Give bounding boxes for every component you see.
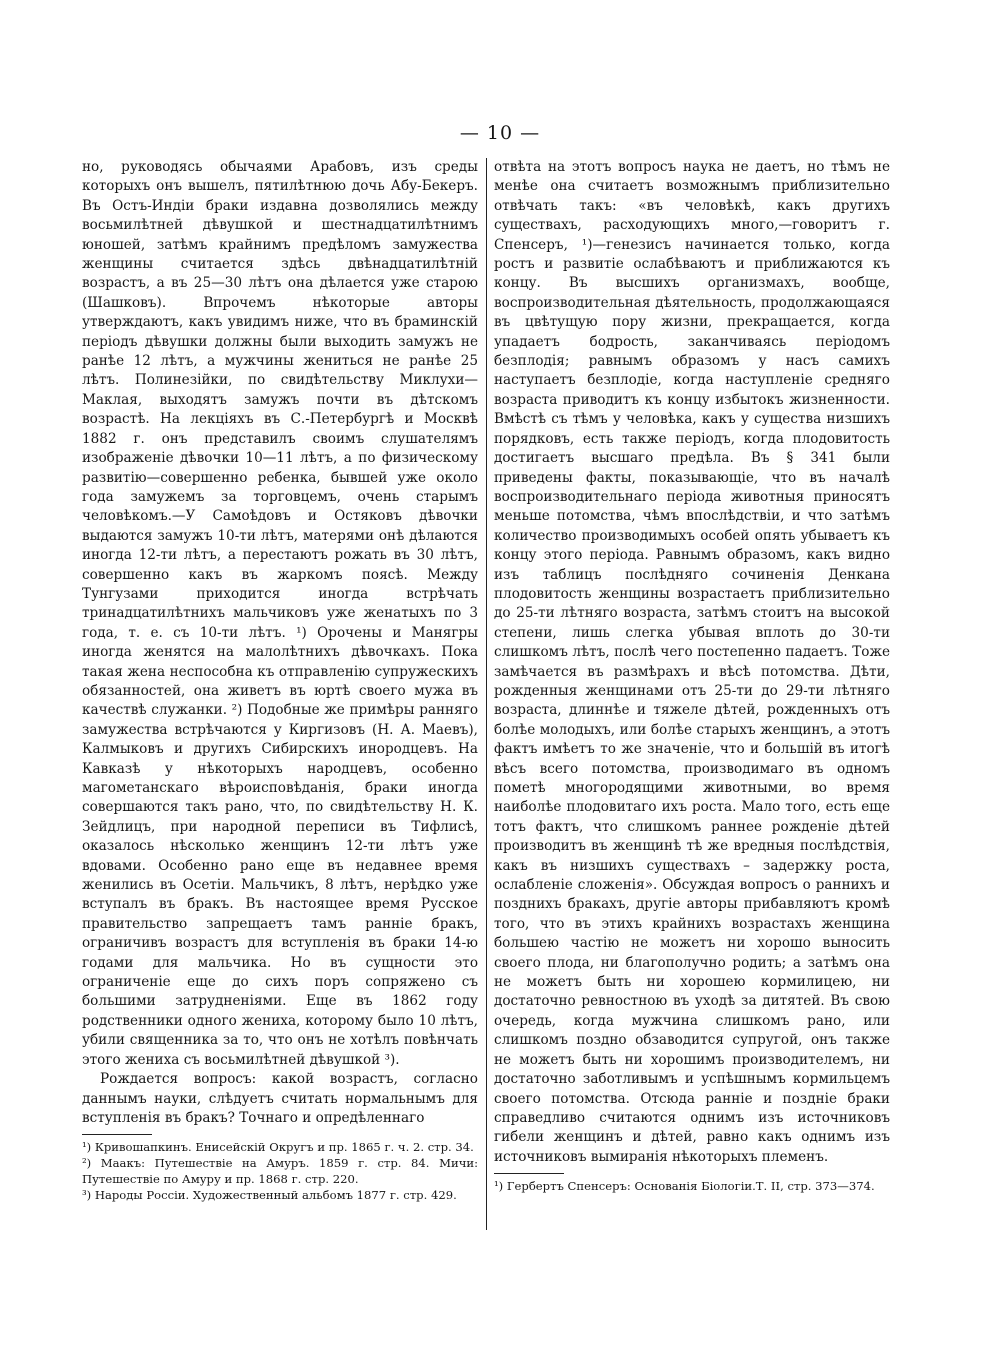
page-number: — 10 — xyxy=(459,122,541,144)
left-paragraph-2: Рождается вопросъ: какой возрастъ, согласно даннымъ науки, слѣдуетъ считать нормальнымъ для вступленія въ бракъ? Точнаго и опредѣленнаго xyxy=(82,1071,478,1126)
footnote-3: ³) Народы Россіи. Художественный альбомъ 1877 г. стр. 429. xyxy=(82,1188,457,1203)
footnote-1-right: ¹) Гербертъ Спенсеръ: Основанія Біологіи.Т. II, стр. 373—374. xyxy=(494,1179,875,1194)
left-footnotes xyxy=(82,1139,478,1203)
footnote-separator xyxy=(82,1134,152,1135)
footnote-separator xyxy=(494,1173,564,1174)
footnote-2: ²) Маакъ: Путешествіе на Амуръ. 1859 г. стр. 84. Мичи: Путешествіе по Амуру и пр. 1868 г. стр. 220. xyxy=(82,1156,478,1187)
left-paragraph-1: но, руководясь обычаями Арабовъ, изъ среды которыхъ онъ вышелъ, пятилѣтнюю дочь Абу-Бекеръ. Въ Остъ-Индіи браки издавна дозволялись между восьмилѣтней дѣвушкой и шестнадцатилѣтнимъ юношей, затѣмъ крайнимъ предѣломъ замужества женщины считается здѣсь двѣнадцатилѣтній возрастъ, а въ 25—30 лѣтъ она дѣлается уже старою (Шашковъ). Впрочемъ нѣкоторые авторы утверждаютъ, какъ увидимъ ниже, что въ браминскій періодъ дѣвушки должны были выходить замужъ не ранѣе 12 лѣтъ, а мужчины жениться не ранѣе 25 лѣтъ. Полинезійки, по свидѣтельству Миклухи—Маклая, выходятъ замужъ почти въ дѣтскомъ возрастѣ. На лекціяхъ въ С.-Петербургѣ и Москвѣ 1882 г. онъ представилъ своимъ слушателямъ изображеніе дѣвочки 10—11 лѣтъ, а по физическому развитію—совершенно ребенка, бывшей уже около года замужемъ за торговцемъ, очень старымъ человѣкомъ.—У Самоѣдовъ и Остяковъ дѣвочки выдаются замужъ 10-ти лѣтъ, матерями онѣ дѣлаются иногда 12-ти лѣтъ, а перестаютъ рожать въ 30 лѣтъ, совершенно какъ въ жаркомъ поясѣ. Между Тунгузами приходится иногда встрѣчать тринадцатилѣтнихъ мальчиковъ уже женатыхъ по 3 года, т. е. съ 10-ти лѣтъ. ¹) Орочены и Манягры иногда женятся на малолѣтнихъ дѣвочкахъ. Пока такая жена неспособна къ отправленію супружескихъ обязанностей, она живетъ въ юртѣ своего мужа въ качествѣ служанки. ²) Подобные же примѣры ранняго замужества встрѣчаются у Киргизовъ (Н. А. Маевъ), Калмыковъ и другихъ Сибирскихъ инородцевъ. На Кавказѣ у нѣкоторыхъ народцевъ, особенно магометанскаго вѣроисповѣданія, браки иногда совершаются такъ рано, что, по свидѣтельству Н. К. Зейдлицъ, при народной переписи въ Тифлисѣ, оказалось нѣсколько женщинъ 12-ти лѣтъ уже вдовами. Особенно рано еще въ недавнее время женились въ Осетіи. Мальчикъ, 8 лѣтъ, нерѣдко уже вступалъ въ бракъ. Въ настоящее время Русское правительство запрещаетъ тамъ ранніе бракъ, ограничивъ возрастъ для вступленія въ браки 14-ю годами для мальчика. Но въ сущности это ограниченіе еще до сихъ поръ сопряжено съ большими затрудненіями. Еще въ 1862 году родственники одного жениха, которому было 10 лѣтъ, убили священника за то, что онъ не хотѣлъ повѣнчать этого жениха съ восьмилѣтней дѣвушкой ³). xyxy=(82,159,478,1068)
right-paragraph-1: отвѣта на этотъ вопросъ наука не даетъ, но тѣмъ не менѣе она считаетъ возможнымъ приблизительно отвѣчать такъ: «въ человѣкѣ, какъ другихъ существахъ, расходующихъ много,—говоритъ г. Спенсеръ, ¹)—генезисъ начинается только, когда ростъ и развитіе ослабѣваютъ и приближаются къ концу. Въ высшихъ организмахъ, вообще, воспроизводительная дѣятельность, продолжающаяся въ цвѣтущую пору жизни, прекращается, когда упадаетъ бодрость, заканчиваясь періодомъ безплодія; равнымъ образомъ у насъ самихъ наступаетъ безплодіе, когда наступленіе средняго возраста приводитъ къ концу избытокъ жизненности. Вмѣстѣ съ тѣмъ у человѣка, какъ у существа низшихъ порядковъ, есть также періодъ, когда плодовитость достигаетъ высшаго предѣла. Въ § 341 были приведены факты, показывающіе, что въ началѣ воспроизводительнаго періода животныя приносятъ меньше потомства, чѣмъ впослѣдствіи, и что затѣмъ количество производимыхъ особей опять убываетъ къ концу этого періода. Равнымъ образомъ, какъ видно изъ таблицъ послѣдняго сочиненія Денкана плодовитость женщины возрастаетъ приблизительно до 25-ти лѣтняго возраста, затѣмъ стоитъ на высокой степени, лишь слегка убывая вплоть до 30-ти слишкомъ лѣтъ, послѣ чего постепенно падаетъ. Тоже замѣчается въ размѣрахъ и вѣсѣ потомства. Дѣти, рожденныя женщинами отъ 25-ти до 29-ти лѣтняго возраста, длиннѣе и тяжеле дѣтей, рожденныхъ отъ болѣе молодыхъ, или болѣе старыхъ женщинъ, а этотъ фактъ имѣетъ то же значеніе, что и большій въ итогѣ вѣсъ всего потомства, производимаго въ одномъ пометѣ многородящими животными, во время наиболѣе плодовитаго ихъ роста. Мало того, есть еще тотъ фактъ, что слишкомъ раннее рожденіе дѣтей производитъ въ женщинѣ тѣ же вредныя послѣдствія, какъ въ низшихъ существахъ – задержку роста, ослабленіе сложенія». Обсуждая вопросъ о раннихъ и позднихъ бракахъ, другіе авторы прибавляютъ кромѣ того, что въ этихъ крайнихъ возрастахъ женщина большею частію не можетъ ни хорошо выносить своего плода, ни благополучно родить; а затѣмъ она не можетъ быть ни хорошею кормилицею, ни достаточно ревностною въ уходѣ за дитятей. Въ свою очередь, когда мужчина слишкомъ рано, или слишкомъ поздно обзаводится супругой, онъ также не можетъ быть ни хорошимъ производителемъ, ни достаточно заботливымъ и успѣшнымъ кормильцемъ своего потомства. Отсюда ранніе и поздніе браки справедливо считаются однимъ изъ источниковъ гибели женщинъ и дѣтей, равно какъ однимъ изъ источниковъ вымиранія нѣкоторыхъ племенъ. xyxy=(494,159,890,1165)
right-column xyxy=(494,158,890,1194)
column-divider xyxy=(486,158,487,1230)
footnote-1: ¹) Кривошапкинъ. Енисейскій Округъ и пр. 1865 г. ч. 2. стр. 34. xyxy=(82,1140,474,1155)
right-footnotes xyxy=(494,1178,890,1194)
left-column xyxy=(82,158,478,1203)
